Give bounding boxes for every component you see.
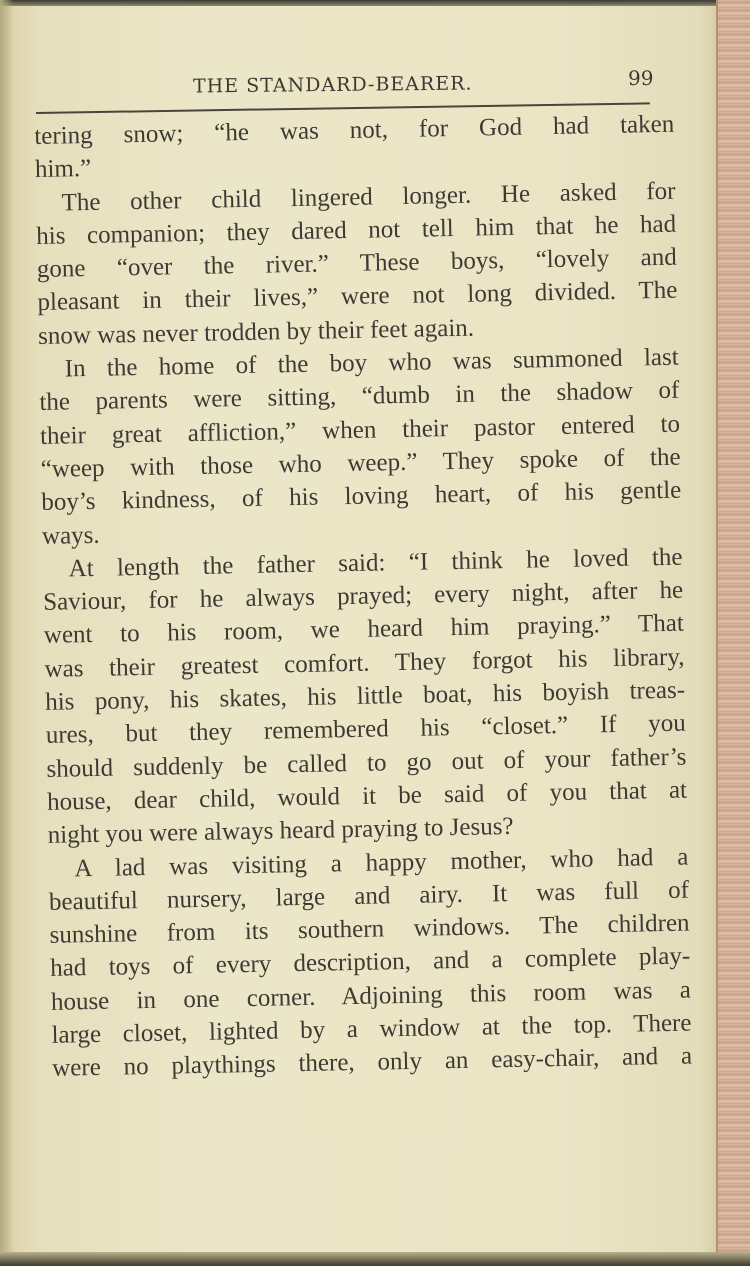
text-line: pleasant in their lives,” were not long divided. The — [37, 277, 678, 317]
binding-shadow — [0, 0, 14, 1266]
text-line: the parents were sitting, “dumb in the shadow of — [39, 377, 680, 417]
running-title: THE STANDARD-BEARER. — [192, 72, 473, 98]
text-line: house in one corner. Adjoining this room was a — [50, 976, 692, 1016]
text-line: ures, but they remembered his “closet.” If you — [45, 709, 686, 750]
text-line: A lad was visiting a happy mother, who had a — [74, 843, 689, 882]
text-line: him.” — [34, 155, 92, 184]
stacked-page-edges — [716, 0, 750, 1266]
text-line: tering snow; “he was not, for God had taken — [34, 110, 675, 150]
text-line: his pony, his skates, his little boat, his boyish treas- — [44, 676, 686, 716]
text-line: large closet, lighted by a window at the top. There — [51, 1009, 692, 1049]
top-page-edge — [0, 0, 750, 6]
text-line: house, dear child, would it be said of you that at — [46, 776, 688, 816]
text-line: their great affliction,” when their pastor entered to — [39, 410, 681, 450]
text-line: At length the father said: “I think he loved the — [68, 543, 683, 583]
text-line: snow was never trodden by their feet again. — [37, 314, 475, 350]
text-line: sunshine from its southern windows. The children — [49, 909, 690, 949]
text-line: had toys of every description, and a complete play- — [50, 942, 691, 983]
text-line: gone “over the river.” These boys, “lovely and — [36, 243, 678, 284]
bottom-page-edge — [0, 1252, 750, 1266]
body-text — [34, 108, 692, 1086]
text-line: boy’s kindness, of his loving heart, of his gentle — [41, 476, 682, 517]
text-line: his companion; they dared not tell him that he had — [35, 210, 677, 250]
text-line: The other child lingered longer. He asked for — [61, 177, 676, 217]
text-line: was their greatest comfort. They forgot his library, — [44, 643, 685, 683]
text-line: should suddenly be called to go out of your father’s — [46, 743, 687, 783]
text-line: beautiful nursery, large and airy. It was full of — [48, 876, 690, 916]
page-number: 99 — [628, 66, 654, 90]
text-line: were no playthings there, only an easy-chair, and a — [51, 1042, 693, 1083]
text-line: night you were always heard praying to Jesus? — [47, 813, 514, 850]
text-line: ways. — [41, 521, 100, 550]
text-line: went to his room, we heard him praying.” That — [43, 610, 685, 650]
text-line: In the home of the boy who was summoned last — [64, 343, 679, 383]
text-line: Saviour, for he always prayed; every night, after he — [43, 576, 684, 617]
text-line: “weep with those who weep.” They spoke of the — [40, 443, 681, 483]
